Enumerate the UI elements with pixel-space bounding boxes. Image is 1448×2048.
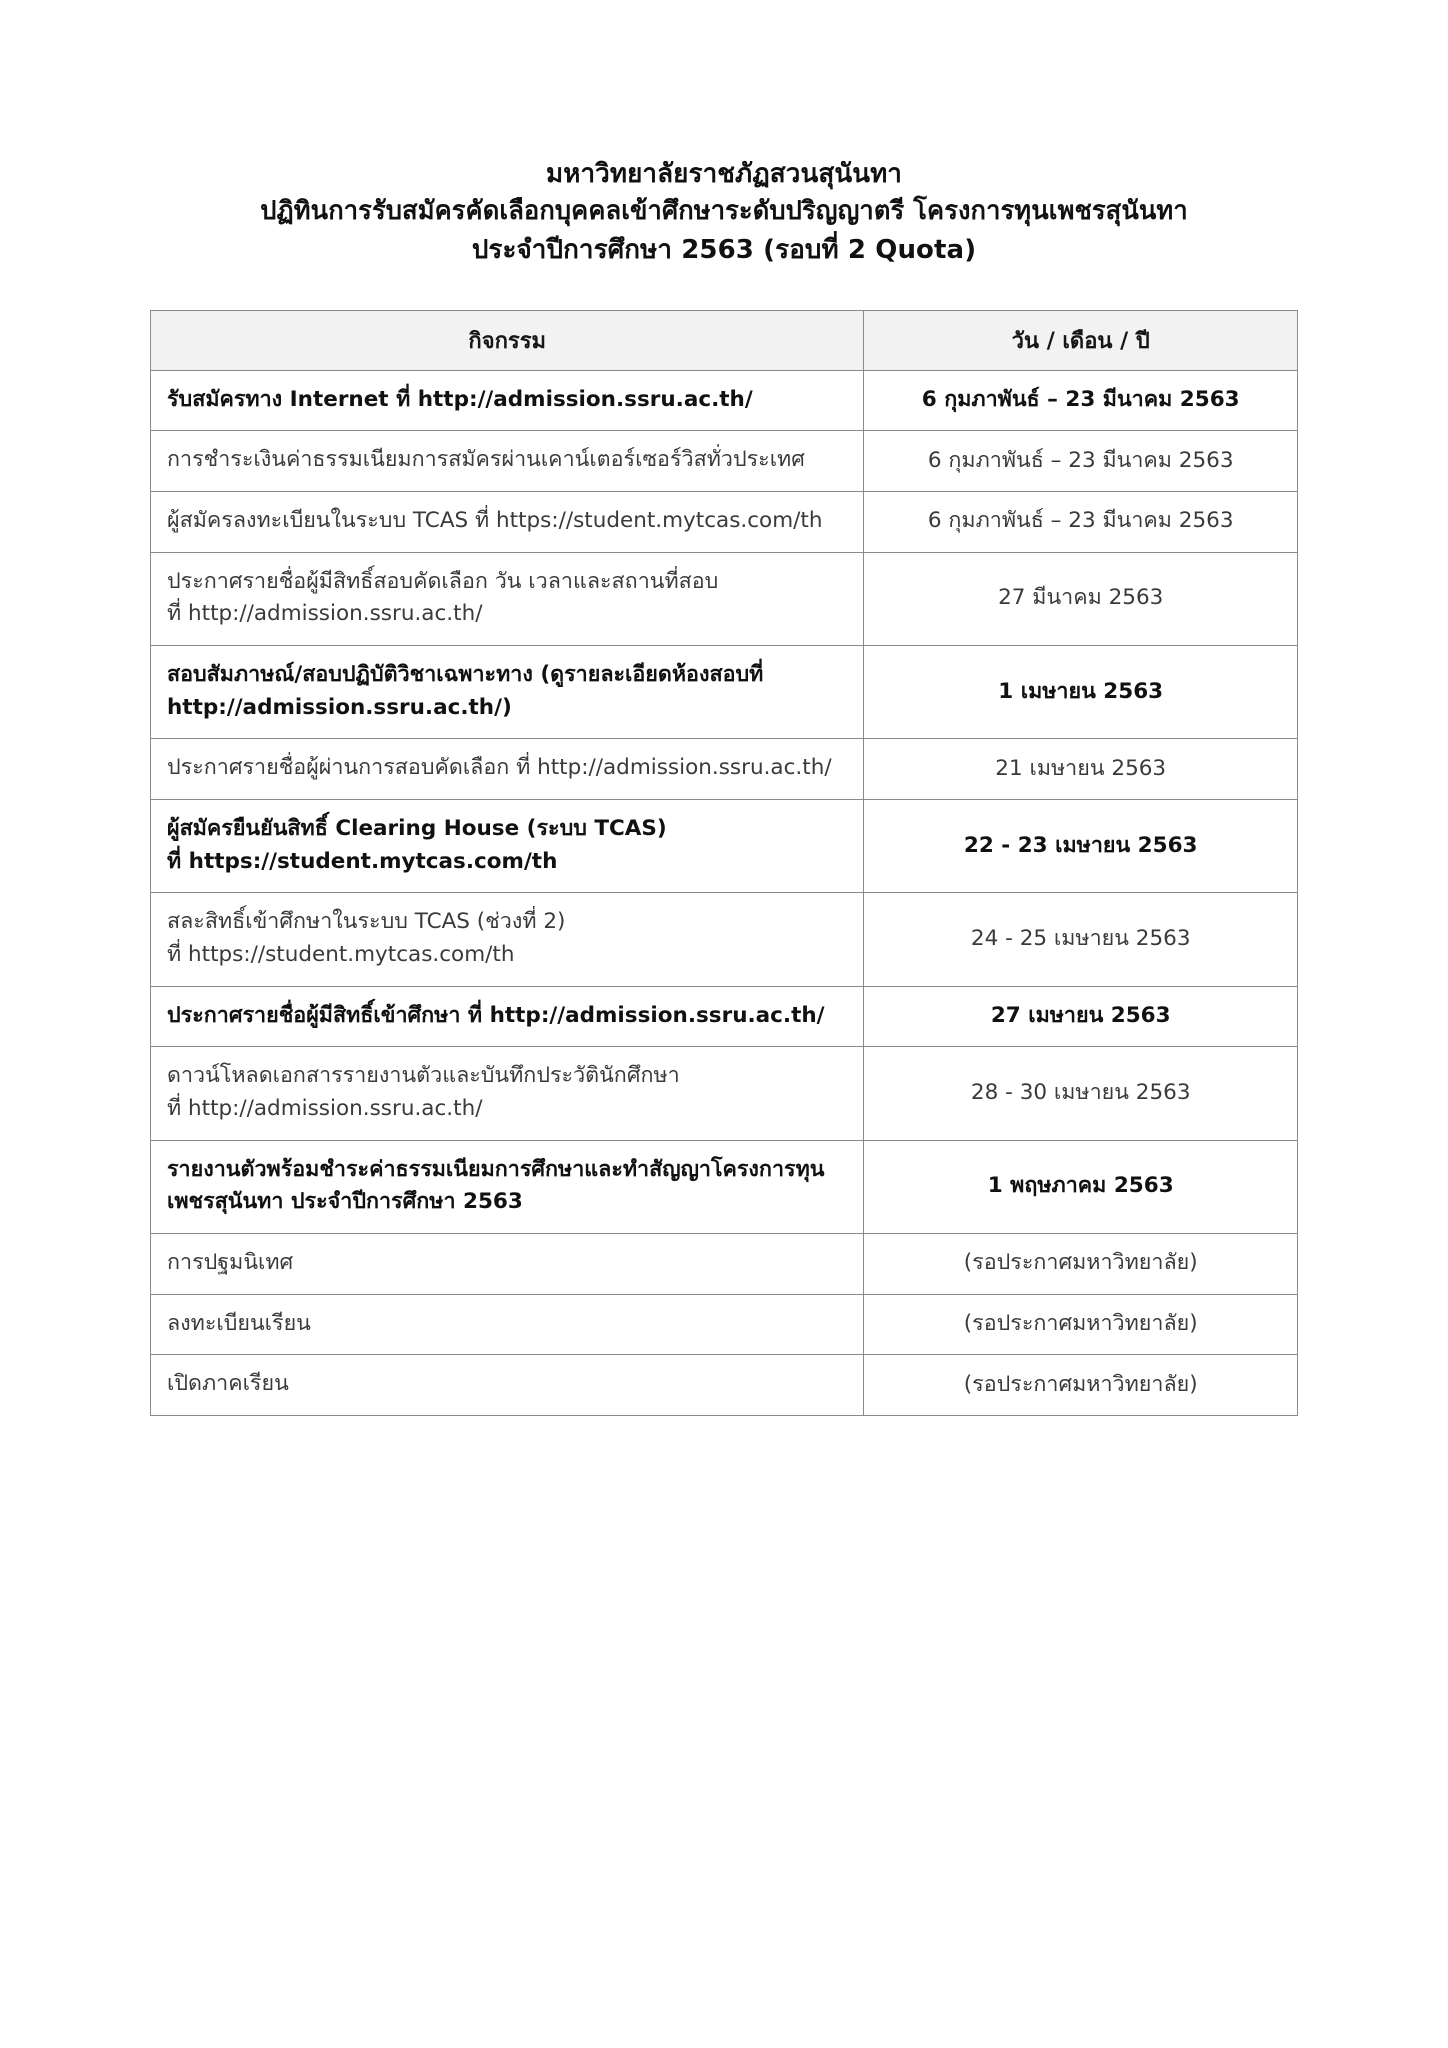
activity-text-line-2: เพชรสุนันทา ประจำปีการศึกษา 2563 [167,1189,523,1215]
activity-text-line-1: ประกาศรายชื่อผู้มีสิทธิ์สอบคัดเลือก วัน เวลาและสถานที่สอบ [167,568,719,594]
activity-text-line-1: ประกาศรายชื่อผู้มีสิทธิ์เข้าศึกษา ที่ http://admission.ssru.ac.th/ [167,1002,825,1028]
column-header-activity: กิจกรรม [151,310,864,370]
table-row [151,431,1298,492]
date-text: (รอประกาศมหาวิทยาลัย) [963,1371,1198,1397]
activity-text-line-1: การชำระเงินค่าธรรมเนียมการสมัครผ่านเคาน์เตอร์เซอร์วิสทั่วประเทศ [167,447,805,473]
activity-text-line-2: ที่ https://student.mytcas.com/th [167,848,558,874]
cell-date [864,1234,1298,1295]
date-text: 27 มีนาคม 2563 [998,585,1164,611]
table-row [151,552,1298,645]
cell-activity [151,1140,864,1233]
table-row [151,370,1298,431]
admission-calendar-table [150,310,1298,1416]
table-row [151,800,1298,893]
column-header-date: วัน / เดือน / ปี [864,310,1298,370]
cell-activity [151,739,864,800]
activity-text-line-2: ที่ http://admission.ssru.ac.th/ [167,601,483,627]
table-header-row [151,310,1298,370]
cell-activity [151,800,864,893]
cell-date [864,1294,1298,1355]
cell-date [864,1140,1298,1233]
cell-date [864,492,1298,553]
cell-activity [151,1355,864,1416]
cell-activity [151,552,864,645]
table-row [151,986,1298,1047]
cell-activity [151,893,864,986]
activity-text-line-1: เปิดภาคเรียน [167,1371,289,1397]
cell-date [864,431,1298,492]
cell-date [864,370,1298,431]
table-row [151,1294,1298,1355]
cell-date [864,986,1298,1047]
table-row [151,893,1298,986]
activity-text-line-1: ผู้สมัครยืนยันสิทธิ์ Clearing House (ระบบ TCAS) [167,816,667,842]
activity-text-line-1: สอบสัมภาษณ์/สอบปฏิบัติวิชาเฉพาะทาง (ดูรายละเอียดห้องสอบที่ [167,662,764,688]
table-row [151,1234,1298,1295]
cell-activity [151,1234,864,1295]
cell-date [864,646,1298,739]
table-header [151,310,1298,370]
date-text: 6 กุมภาพันธ์ – 23 มีนาคม 2563 [921,386,1240,412]
table-body [151,370,1298,1415]
cell-date [864,1047,1298,1140]
cell-activity [151,1047,864,1140]
activity-text-line-1: ลงทะเบียนเรียน [167,1310,311,1336]
date-text: 6 กุมภาพันธ์ – 23 มีนาคม 2563 [927,447,1234,473]
table-row [151,739,1298,800]
cell-activity [151,646,864,739]
date-text: (รอประกาศมหาวิทยาลัย) [963,1250,1198,1276]
cell-date [864,552,1298,645]
date-text: (รอประกาศมหาวิทยาลัย) [963,1310,1198,1336]
title-line-calendar: ปฏิทินการรับสมัครคัดเลือกบุคคลเข้าศึกษาระดับปริญญาตรี โครงการทุนเพชรสุนันทา [260,196,1188,227]
activity-text-line-1: ดาวน์โหลดเอกสารรายงานตัวและบันทึกประวัตินักศึกษา [167,1063,680,1089]
date-text: 22 - 23 เมษายน 2563 [963,832,1198,858]
date-text: 28 - 30 เมษายน 2563 [970,1079,1191,1105]
date-text: 21 เมษายน 2563 [995,755,1167,781]
table-row [151,1140,1298,1233]
activity-text-line-1: ประกาศรายชื่อผู้ผ่านการสอบคัดเลือก ที่ http://admission.ssru.ac.th/ [167,755,832,781]
activity-text-line-1: รายงานตัวพร้อมชำระค่าธรรมเนียมการศึกษาและทำสัญญาโครงการทุน [167,1156,825,1182]
cell-activity [151,986,864,1047]
cell-date [864,893,1298,986]
cell-activity [151,431,864,492]
title-line-year: ประจำปีการศึกษา 2563 (รอบที่ 2 Quota) [471,235,977,266]
activity-text-line-1: ผู้สมัครลงทะเบียนในระบบ TCAS ที่ https://student.mytcas.com/th [167,508,823,534]
date-text: 1 พฤษภาคม 2563 [987,1173,1174,1199]
page-title [150,155,1298,270]
cell-date [864,800,1298,893]
activity-text-line-1: รับสมัครทาง Internet ที่ http://admission.ssru.ac.th/ [167,386,753,412]
title-line-university: มหาวิทยาลัยราชภัฏสวนสุนันทา [545,159,903,189]
activity-text-line-1: การปฐมนิเทศ [167,1250,294,1276]
activity-text-line-2: ที่ https://student.mytcas.com/th [167,942,515,968]
cell-activity [151,492,864,553]
cell-activity [151,1294,864,1355]
activity-text-line-1: สละสิทธิ์เข้าศึกษาในระบบ TCAS (ช่วงที่ 2) [167,909,566,935]
activity-text-line-2: http://admission.ssru.ac.th/) [167,694,512,720]
cell-date [864,739,1298,800]
table-row [151,1355,1298,1416]
date-text: 1 เมษายน 2563 [998,678,1164,704]
table-row [151,1047,1298,1140]
table-row [151,646,1298,739]
table-row [151,492,1298,553]
date-text: 27 เมษายน 2563 [990,1002,1171,1028]
cell-activity [151,370,864,431]
date-text: 6 กุมภาพันธ์ – 23 มีนาคม 2563 [927,508,1234,534]
date-text: 24 - 25 เมษายน 2563 [970,925,1191,951]
activity-text-line-2: ที่ http://admission.ssru.ac.th/ [167,1096,483,1122]
cell-date [864,1355,1298,1416]
